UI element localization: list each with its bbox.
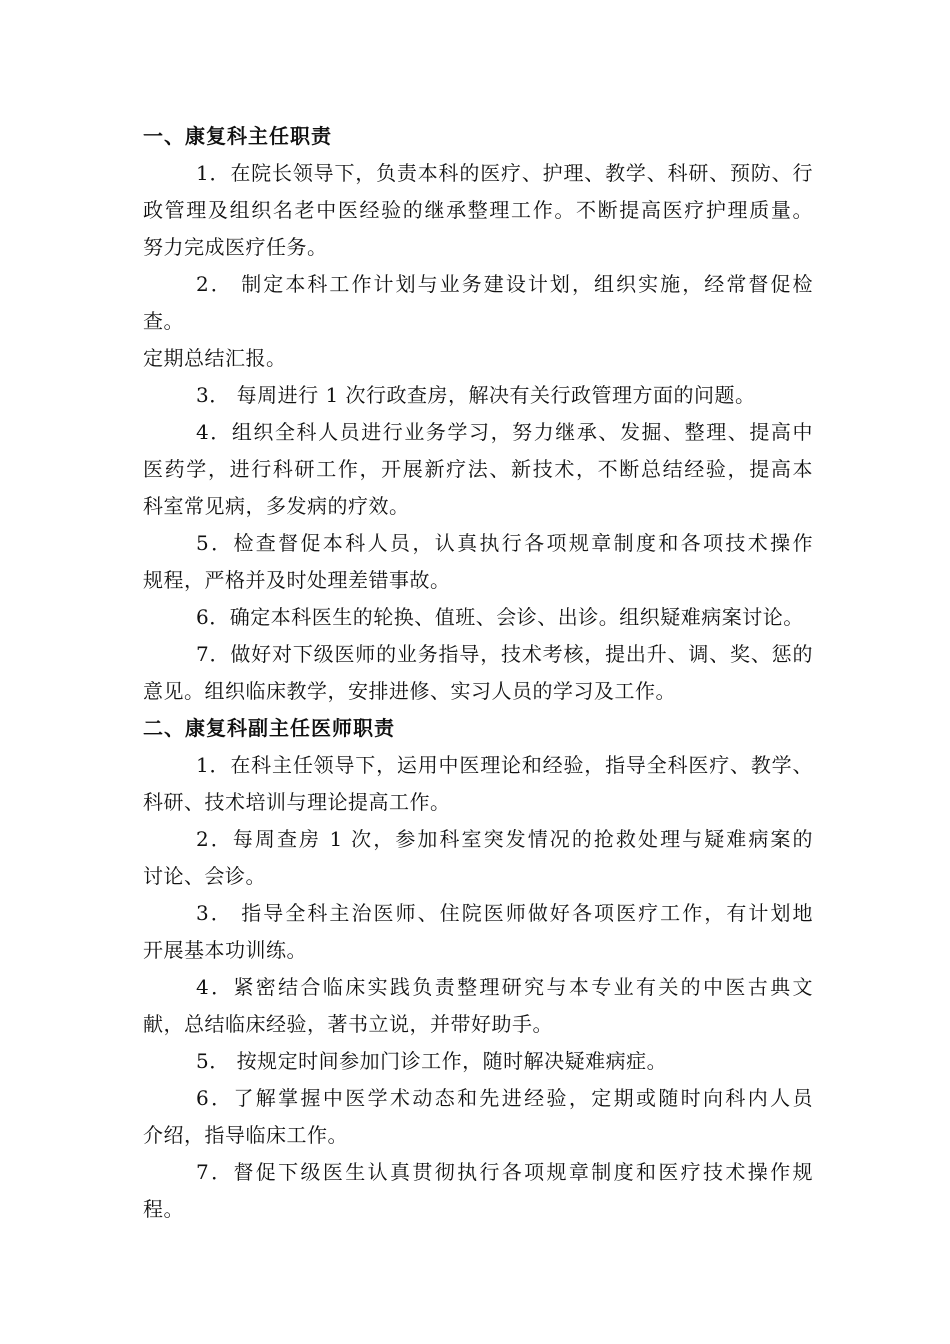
paragraph-line: 医药学，进行科研工作，开展新疗法、新技术，不断总结经验，提高本 [143,457,813,481]
paragraph-line: 意见。组织临床教学，安排进修、实习人员的学习及工作。 [143,679,676,703]
paragraph-line: 7．做好对下级医师的业务指导，技术考核，提出升、调、奖、惩的 [196,642,813,666]
section-heading: 二、康复科副主任医师职责 [143,716,395,740]
paragraph-line: 1．在院长领导下，负责本科的医疗、护理、教学、科研、预防、行 [196,161,813,185]
paragraph-line: 6．确定本科医生的轮换、值班、会诊、出诊。组织疑难病案讨论。 [196,605,804,629]
paragraph-line: 开展基本功训练。 [143,938,307,962]
paragraph-line: 6．了解掌握中医学术动态和先进经验，定期或随时向科内人员 [196,1086,813,1110]
paragraph-line: 讨论、会诊。 [143,864,266,888]
paragraph-line: 5．检查督促本科人员，认真执行各项规章制度和各项技术操作 [196,531,813,555]
paragraph-line: 定期总结汇报。 [143,346,287,370]
section-heading: 一、康复科主任职责 [143,124,332,148]
paragraph-line: 4．紧密结合临床实践负责整理研究与本专业有关的中医古典文 [196,975,813,999]
paragraph-line: 科研、技术培训与理论提高工作。 [143,790,451,814]
paragraph-line: 查。 [143,309,184,333]
paragraph-line: 5． 按规定时间参加门诊工作，随时解决疑难病症。 [196,1049,668,1073]
paragraph-line: 3． 每周进行 1 次行政查房，解决有关行政管理方面的问题。 [196,383,756,407]
paragraph-line: 1．在科主任领导下，运用中医理论和经验，指导全科医疗、教学、 [196,753,813,777]
paragraph-line: 献，总结临床经验，著书立说，并带好助手。 [143,1012,553,1036]
paragraph-line: 政管理及组织名老中医经验的继承整理工作。不断提高医疗护理质量。 [143,198,813,222]
paragraph-line: 2． 制定本科工作计划与业务建设计划，组织实施，经常督促检 [196,272,813,296]
paragraph-line: 介绍，指导临床工作。 [143,1123,348,1147]
paragraph-line: 规程，严格并及时处理差错事故。 [143,568,451,592]
paragraph-line: 4．组织全科人员进行业务学习，努力继承、发掘、整理、提高中 [196,420,813,444]
paragraph-line: 2．每周查房 1 次，参加科室突发情况的抢救处理与疑难病案的 [196,827,813,851]
paragraph-line: 程。 [143,1197,184,1221]
paragraph-line: 3． 指导全科主治医师、住院医师做好各项医疗工作，有计划地 [196,901,813,925]
paragraph-line: 7．督促下级医生认真贯彻执行各项规章制度和医疗技术操作规 [196,1160,813,1184]
paragraph-line: 科室常见病，多发病的疗效。 [143,494,410,518]
paragraph-line: 努力完成医疗任务。 [143,235,328,259]
document-page [143,118,813,1228]
